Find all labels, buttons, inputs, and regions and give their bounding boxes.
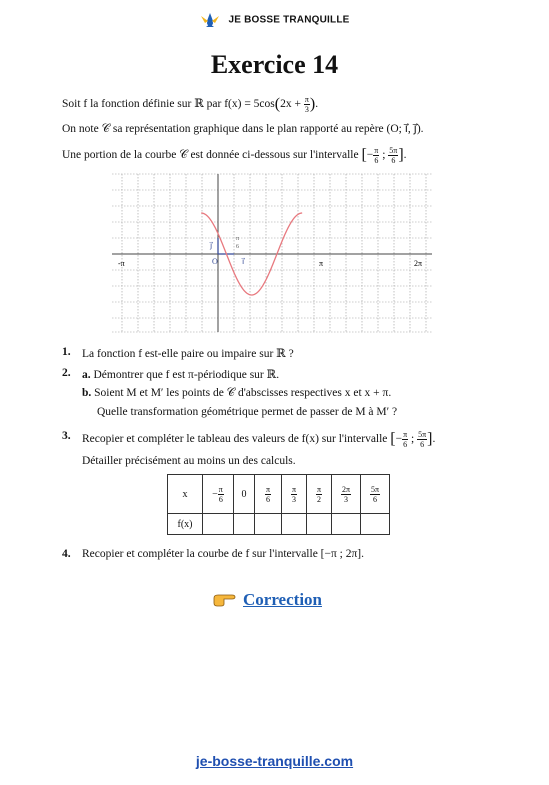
table-cell-fx	[282, 514, 307, 535]
intro-line-1: Soit f la fonction définie sur ℝ par f(x) = 5cos(2x + $\frac{\pi}{3}$ ).	[62, 95, 319, 114]
table-cell-x-4: $\frac{\pi}{3}$	[282, 475, 307, 514]
table-cell-x-7: $\frac{5\pi}{6}$	[361, 475, 390, 514]
intro-line-2: On note 𝒞 sa représentation graphique dans le plan rapporté au repère (O; i⃗, j⃗).	[62, 123, 424, 135]
question-3-number: 3.	[62, 430, 71, 442]
intro-line-3: Une portion de la courbe 𝒞 est donnée ci-dessous sur l'intervalle [− $\frac{\pi}{6}$ ; $\frac{5\pi}{6}$ ].	[62, 146, 407, 165]
question-2b	[82, 387, 391, 400]
question-2b-text: Soient M et M′ les points de 𝒞 d'abscisses respectives x et x + π.	[94, 387, 392, 399]
intro-line-1-arg: 2x +	[280, 98, 304, 111]
table-cell-x-3: $\frac{\pi}{6}$	[255, 475, 282, 514]
footer-link[interactable]: je-bosse-tranquille.com	[195, 753, 354, 769]
label-neg-pi: -π	[118, 259, 125, 268]
question-2b-line-2: Quelle transformation géométrique permet de passer de M à M′ ?	[97, 406, 398, 418]
table-cell-fx	[255, 514, 282, 535]
table-cell-fx	[203, 514, 234, 535]
table-cell-fx	[307, 514, 332, 535]
question-3: Recopier et compléter le tableau des valeurs de f(x) sur l'intervalle [− $\frac{\pi}{6}$ ; $\frac{5\pi}{6}$ ].	[82, 430, 436, 449]
question-4-number: 4.	[62, 548, 71, 560]
table-row-x	[168, 475, 390, 514]
label-i: i⃗	[242, 257, 245, 266]
question-1: La fonction f est-elle paire ou impaire sur ℝ ?	[82, 348, 294, 360]
table-header-x: x	[168, 475, 203, 514]
label-j: j⃗	[210, 241, 213, 250]
pointing-hand-icon	[212, 591, 236, 607]
fraction-interval-b: $\frac{5\pi}{6}$	[389, 146, 398, 165]
label-2pi: 2π	[414, 259, 423, 268]
page-title: Exercice 14	[210, 50, 339, 79]
table-header-fx: f(x)	[168, 514, 203, 535]
question-3-detail: Détailler précisément au moins un des calculs.	[82, 455, 296, 467]
question-3-text: Recopier et compléter le tableau des valeurs de f(x) sur l'intervalle	[82, 433, 388, 446]
label-pi: π	[319, 259, 324, 268]
table-cell-x-5: $\frac{\pi}{2}$	[307, 475, 332, 514]
table-row-fx	[168, 514, 390, 535]
label-pi-over-6-num: π	[236, 236, 240, 242]
question-2-number: 2.	[62, 367, 71, 379]
brand-logo-icon	[199, 12, 221, 28]
graph-grid	[112, 174, 432, 332]
table-cell-fx	[361, 514, 390, 535]
table-cell-x-1: − $\frac{\pi}{6}$	[203, 475, 234, 514]
brand-header	[0, 12, 549, 28]
question-2a-label: a.	[82, 369, 91, 381]
table-cell-x-6: $\frac{2\pi}{3}$	[332, 475, 361, 514]
question-1-number: 1.	[62, 346, 71, 358]
question-2a	[82, 367, 279, 381]
table-cell-fx	[234, 514, 255, 535]
table-cell-fx	[332, 514, 361, 535]
table-cell-x-2: 0	[234, 475, 255, 514]
question-2a-text: Démontrer que f est π-périodique sur ℝ.	[93, 369, 280, 381]
brand-name: JE BOSSE TRANQUILLE	[228, 14, 350, 26]
label-pi-over-6-den: 6	[236, 244, 239, 250]
correction-link[interactable]: Correction	[243, 590, 322, 609]
values-table	[167, 474, 390, 535]
intro-line-3-text: Une portion de la courbe 𝒞 est donnée ci-dessous sur l'intervalle	[62, 149, 359, 162]
question-4: Recopier et compléter la courbe de f sur l'intervalle [−π ; 2π].	[82, 548, 365, 560]
question-2b-label: b.	[82, 387, 92, 399]
fraction-interval-a: $\frac{\pi}{6}$	[374, 146, 379, 165]
label-origin: O	[212, 257, 218, 266]
curve-graph	[108, 170, 434, 335]
fraction-pi-3: $\frac{\pi}{3}$	[304, 95, 309, 114]
intro-line-1-text: Soit f la fonction définie sur ℝ par f(x) = 5cos	[62, 98, 275, 111]
